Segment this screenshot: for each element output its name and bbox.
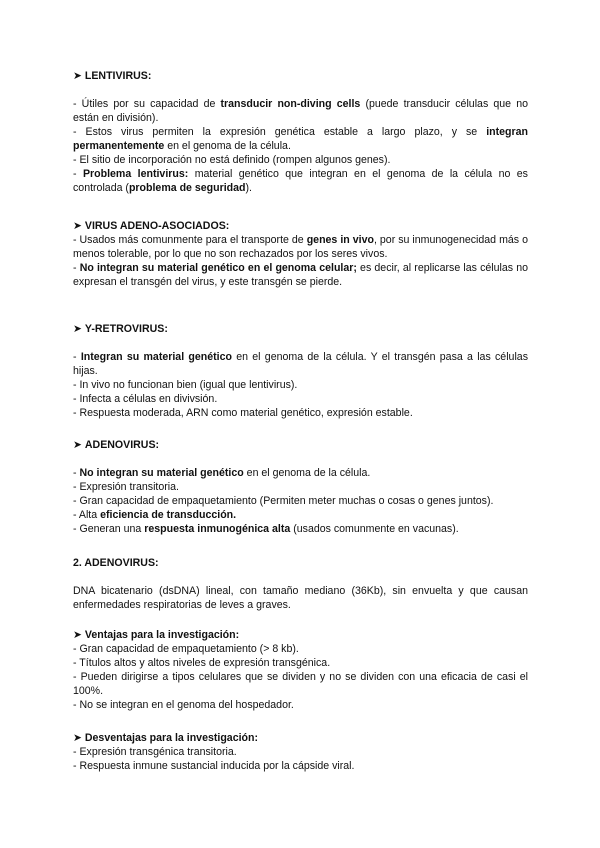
arrow-bullet-icon: ➤: [73, 629, 82, 641]
paragraph: - No integran su material genético en el genoma celular; es decir, al replicarse las células no expresan el transgén del virus, y este transgén se pierde.: [73, 262, 528, 288]
section-heading: ➤ Ventajas para la investigación:: [73, 629, 240, 641]
section-ventajas: [73, 628, 528, 712]
section-heading: ➤ LENTIVIRUS:: [73, 70, 152, 82]
section-heading: ➤ Desventajas para la investigación:: [73, 732, 258, 744]
paragraph: - Generan una respuesta inmunogénica alta (usados comunmente en vacunas).: [73, 523, 459, 535]
paragraph: - Pueden dirigirse a tipos celulares que se dividen y no se dividen con una eficacia de casi el 100%.: [73, 671, 528, 697]
section-adenovirus-summary: [73, 438, 528, 536]
paragraph: DNA bicatenario (dsDNA) lineal, con tamaño mediano (36Kb), sin envuelta y que causan enfermedades respiratorias de leves a graves.: [73, 585, 528, 611]
paragraph: - Gran capacidad de empaquetamiento (> 8 kb).: [73, 643, 299, 655]
paragraph: - No integran su material genético en el genoma de la célula.: [73, 467, 371, 479]
section-adenovirus: [73, 556, 528, 612]
paragraph: - Problema lentivirus: material genético que integran en el genoma de la célula no es controlada (problema de seguridad).: [73, 168, 528, 194]
paragraph: - Respuesta inmune sustancial inducida por la cápside viral.: [73, 760, 355, 772]
arrow-bullet-icon: ➤: [73, 220, 82, 232]
section-heading: ➤ Y-RETROVIRUS:: [73, 323, 168, 335]
paragraph: - No se integran en el genoma del hospedador.: [73, 699, 294, 711]
arrow-bullet-icon: ➤: [73, 323, 82, 335]
arrow-bullet-icon: ➤: [73, 70, 82, 82]
paragraph: - El sitio de incorporación no está definido (rompen algunos genes).: [73, 154, 391, 166]
paragraph: - Usados más comunmente para el transporte de genes in vivo, por su inmunogenecidad más o menos tolerable, por lo que no son rechazados por los seres vivos.: [73, 234, 528, 260]
section-heading: ➤ VIRUS ADENO-ASOCIADOS:: [73, 220, 230, 232]
section-heading: 2. ADENOVIRUS:: [73, 557, 159, 569]
paragraph: - Estos virus permiten la expresión genética estable a largo plazo, y se integran permanentemente en el genoma de la célula.: [73, 126, 528, 152]
paragraph: - Infecta a células en divivsión.: [73, 393, 218, 405]
paragraph: - In vivo no funcionan bien (igual que lentivirus).: [73, 379, 298, 391]
arrow-bullet-icon: ➤: [73, 439, 82, 451]
paragraph: - Integran su material genético en el genoma de la célula. Y el transgén pasa a las células hijas.: [73, 351, 528, 377]
paragraph: - Gran capacidad de empaquetamiento (Permiten meter muchas o cosas o genes juntos).: [73, 495, 494, 507]
section-aav: [73, 219, 528, 289]
paragraph: - Expresión transgénica transitoria.: [73, 746, 237, 758]
paragraph: - Títulos altos y altos niveles de expresión transgénica.: [73, 657, 331, 669]
paragraph: - Expresión transitoria.: [73, 481, 179, 493]
paragraph: - Útiles por su capacidad de transducir non-diving cells (puede transducir células que no están en división).: [73, 98, 528, 124]
section-desventajas: [73, 731, 528, 773]
section-retrovirus: [73, 322, 528, 420]
paragraph: - Respuesta moderada, ARN como material genético, expresión estable.: [73, 407, 413, 419]
paragraph: - Alta eficiencia de transducción.: [73, 509, 237, 521]
arrow-bullet-icon: ➤: [73, 732, 82, 744]
section-heading: ➤ ADENOVIRUS:: [73, 439, 160, 451]
section-lentivirus: [73, 69, 528, 195]
